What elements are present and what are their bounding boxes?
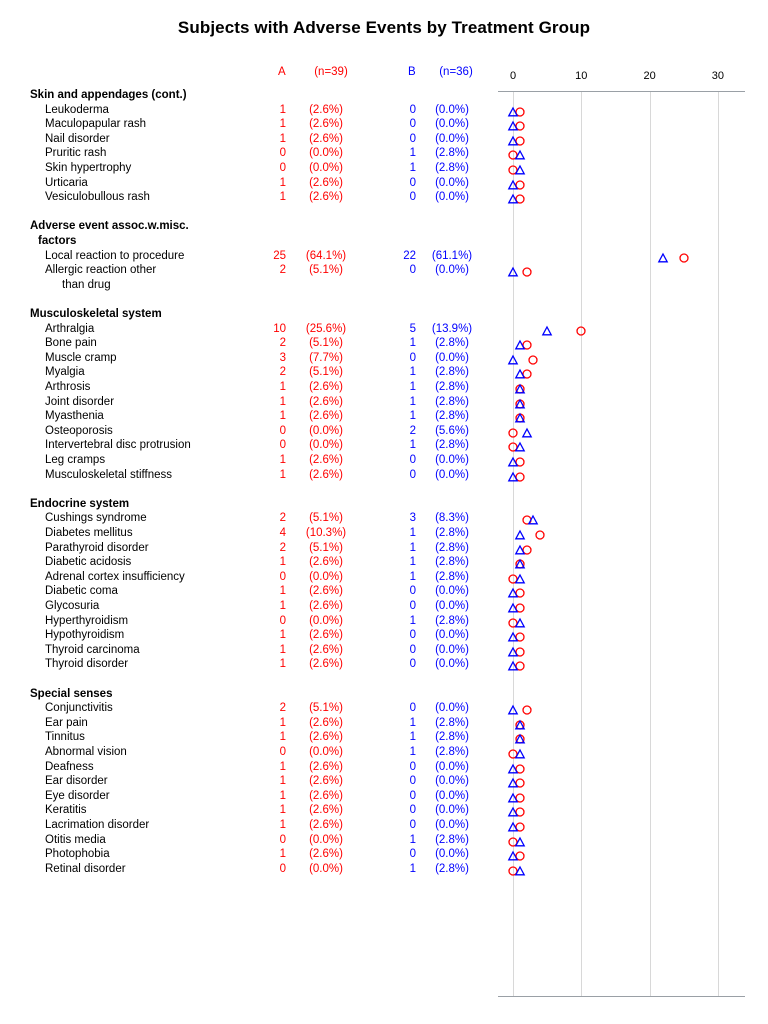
marker-triangle-group-b <box>508 107 518 117</box>
count-group-b: 0 <box>409 643 416 656</box>
percent-group-a: (2.6%) <box>309 819 343 831</box>
marker-circle-group-a <box>576 326 586 336</box>
event-term: Diabetic acidosis <box>45 556 132 569</box>
percent-group-a: (2.6%) <box>309 103 343 116</box>
count-group-b: 1 <box>409 731 416 744</box>
count-group-a: 2 <box>279 337 286 350</box>
percent-group-b: (2.8%) <box>435 439 469 452</box>
marker-triangle-group-b <box>508 793 518 803</box>
event-term: Leg cramps <box>45 454 106 466</box>
marker-circle-group-a <box>535 530 545 540</box>
event-term: Urticaria <box>45 176 88 189</box>
percent-group-a: (0.0%) <box>309 424 343 437</box>
count-group-b: 0 <box>409 264 416 277</box>
count-group-b: 1 <box>409 833 416 846</box>
event-term: Bone pain <box>45 337 97 350</box>
event-term: Otitis media <box>45 833 106 846</box>
percent-group-b: (2.8%) <box>435 833 469 846</box>
count-group-b: 0 <box>409 600 416 612</box>
percent-group-b: (0.0%) <box>435 176 469 189</box>
marker-circle-group-a <box>522 705 532 715</box>
percent-group-a: (2.6%) <box>309 176 343 189</box>
count-group-a: 2 <box>279 541 286 554</box>
count-group-b: 0 <box>409 191 416 204</box>
section-heading: Musculoskeletal system <box>30 308 162 320</box>
count-group-b: 1 <box>409 862 416 875</box>
marker-triangle-group-b <box>508 778 518 788</box>
axis-line-top <box>498 91 745 92</box>
count-group-a: 2 <box>279 702 286 715</box>
marker-triangle-group-b <box>515 340 525 350</box>
percent-group-b: (2.8%) <box>435 862 469 875</box>
count-group-b: 0 <box>409 760 416 773</box>
marker-circle-group-a <box>528 355 538 365</box>
count-group-a: 1 <box>279 716 286 729</box>
percent-group-a: (2.6%) <box>309 556 343 569</box>
event-term: Musculoskeletal stiffness <box>45 468 172 481</box>
event-term: Cushings syndrome <box>45 512 147 525</box>
count-group-a: 0 <box>279 570 286 583</box>
percent-group-b: (0.0%) <box>435 658 469 671</box>
count-group-a: 1 <box>279 775 286 788</box>
marker-triangle-group-b <box>508 180 518 190</box>
count-group-a: 1 <box>279 658 286 671</box>
percent-group-a: (2.6%) <box>309 658 343 671</box>
percent-group-b: (2.8%) <box>435 614 469 627</box>
marker-triangle-group-b <box>515 559 525 569</box>
percent-group-a: (5.1%) <box>309 541 343 554</box>
column-header-group-b-n: (n=36) <box>439 66 473 78</box>
count-group-b: 0 <box>409 103 416 116</box>
percent-group-b: (0.0%) <box>435 819 469 831</box>
count-group-a: 0 <box>279 614 286 627</box>
percent-group-a: (2.6%) <box>309 848 343 861</box>
percent-group-a: (2.6%) <box>309 395 343 408</box>
page-title: Subjects with Adverse Events by Treatment Group <box>177 18 591 37</box>
count-group-a: 1 <box>279 600 286 612</box>
percent-group-b: (0.0%) <box>435 351 469 364</box>
count-group-a: 0 <box>279 833 286 846</box>
percent-group-a: (2.6%) <box>309 600 343 612</box>
percent-group-a: (2.6%) <box>309 191 343 204</box>
axis-line-bottom <box>498 996 745 997</box>
count-group-a: 0 <box>279 439 286 452</box>
count-group-a: 1 <box>279 454 286 466</box>
count-group-b: 1 <box>409 541 416 554</box>
percent-group-b: (0.0%) <box>435 191 469 204</box>
percent-group-b: (0.0%) <box>435 264 469 277</box>
count-group-b: 0 <box>409 454 416 466</box>
marker-triangle-group-b <box>508 355 518 365</box>
section-heading: Special senses <box>30 687 113 700</box>
count-group-a: 1 <box>279 731 286 744</box>
marker-triangle-group-b <box>508 661 518 671</box>
percent-group-a: (5.1%) <box>309 337 343 350</box>
event-term: Arthrosis <box>45 381 91 393</box>
count-group-b: 0 <box>409 804 416 817</box>
percent-group-a: (5.1%) <box>309 264 343 277</box>
marker-circle-group-a <box>679 253 689 263</box>
count-group-b: 1 <box>409 337 416 350</box>
percent-group-a: (2.6%) <box>309 629 343 642</box>
percent-group-a: (2.6%) <box>309 760 343 773</box>
count-group-b: 0 <box>409 775 416 788</box>
marker-triangle-group-b <box>515 442 525 452</box>
event-term: Myasthenia <box>45 410 104 423</box>
percent-group-b: (0.0%) <box>435 848 469 861</box>
marker-triangle-group-b <box>515 545 525 555</box>
percent-group-b: (2.8%) <box>435 366 469 379</box>
count-group-b: 1 <box>409 527 416 539</box>
marker-triangle-group-b <box>508 764 518 774</box>
percent-group-b: (0.0%) <box>435 103 469 116</box>
event-term: Ear pain <box>45 716 88 729</box>
count-group-b: 1 <box>409 746 416 758</box>
event-term: Glycosuria <box>45 600 100 612</box>
event-term: Osteoporosis <box>45 424 113 437</box>
marker-triangle-group-b <box>542 326 552 336</box>
marker-triangle-group-b <box>528 515 538 525</box>
event-term: than drug <box>62 278 111 291</box>
percent-group-b: (0.0%) <box>435 132 469 145</box>
count-group-a: 1 <box>279 103 286 116</box>
axis-tick-label: 20 <box>643 70 656 82</box>
percent-group-a: (25.6%) <box>305 322 347 335</box>
percent-group-b: (0.0%) <box>435 468 469 481</box>
marker-circle-group-a <box>522 267 532 277</box>
count-group-a: 1 <box>279 819 286 831</box>
percent-group-b: (0.0%) <box>435 702 469 715</box>
marker-triangle-group-b <box>508 851 518 861</box>
marker-triangle-group-b <box>515 530 525 540</box>
count-group-b: 1 <box>409 147 416 160</box>
count-group-a: 2 <box>279 512 286 525</box>
event-term: Nail disorder <box>45 132 110 145</box>
marker-triangle-group-b <box>522 428 532 438</box>
count-group-b: 1 <box>409 395 416 408</box>
percent-group-a: (5.1%) <box>309 702 343 715</box>
marker-triangle-group-b <box>515 837 525 847</box>
count-group-a: 0 <box>279 862 286 875</box>
count-group-a: 1 <box>279 629 286 642</box>
marker-triangle-group-b <box>658 253 668 263</box>
percent-group-a: (0.0%) <box>309 570 343 583</box>
percent-group-a: (2.6%) <box>309 804 343 817</box>
event-term: Local reaction to procedure <box>45 249 185 262</box>
event-term: Hyperthyroidism <box>45 614 129 627</box>
event-term: Photophobia <box>45 848 110 861</box>
percent-group-b: (0.0%) <box>435 600 469 612</box>
count-group-a: 4 <box>279 527 286 539</box>
count-group-a: 1 <box>279 804 286 817</box>
event-term: Deafness <box>45 760 94 773</box>
event-term: Tinnitus <box>45 731 85 744</box>
marker-triangle-group-b <box>508 457 518 467</box>
marker-triangle-group-b <box>515 618 525 628</box>
percent-group-a: (0.0%) <box>309 162 343 174</box>
percent-group-a: (64.1%) <box>305 249 347 262</box>
percent-group-b: (2.8%) <box>435 337 469 350</box>
percent-group-b: (2.8%) <box>435 731 469 744</box>
count-group-b: 0 <box>409 658 416 671</box>
axis-tick-label: 10 <box>575 70 588 82</box>
count-group-b: 1 <box>409 381 416 393</box>
count-group-a: 1 <box>279 585 286 598</box>
count-group-a: 10 <box>273 322 286 335</box>
percent-group-b: (2.8%) <box>435 527 469 539</box>
count-group-b: 1 <box>409 162 416 174</box>
count-group-a: 1 <box>279 132 286 145</box>
count-group-b: 0 <box>409 702 416 715</box>
percent-group-a: (2.6%) <box>309 132 343 145</box>
marker-circle-group-a <box>508 428 518 438</box>
marker-triangle-group-b <box>515 369 525 379</box>
event-term: Parathyroid disorder <box>45 541 149 554</box>
event-term: Thyroid disorder <box>45 658 129 671</box>
percent-group-b: (5.6%) <box>435 424 469 437</box>
marker-triangle-group-b <box>508 136 518 146</box>
event-term: Maculopapular rash <box>45 118 147 131</box>
count-group-a: 1 <box>279 848 286 861</box>
marker-triangle-group-b <box>515 399 525 409</box>
count-group-a: 0 <box>279 162 286 174</box>
event-term: Pruritic rash <box>45 147 107 160</box>
event-term: Myalgia <box>45 366 85 379</box>
count-group-a: 0 <box>279 147 286 160</box>
count-group-b: 0 <box>409 351 416 364</box>
marker-triangle-group-b <box>515 574 525 584</box>
count-group-a: 2 <box>279 264 286 277</box>
percent-group-b: (0.0%) <box>435 118 469 131</box>
count-group-a: 1 <box>279 381 286 393</box>
count-group-b: 1 <box>409 439 416 452</box>
column-header-group-a: A <box>278 66 286 78</box>
count-group-a: 2 <box>279 366 286 379</box>
count-group-a: 1 <box>279 760 286 773</box>
marker-triangle-group-b <box>515 150 525 160</box>
count-group-b: 5 <box>409 322 416 335</box>
marker-triangle-group-b <box>508 807 518 817</box>
percent-group-b: (0.0%) <box>435 775 469 788</box>
percent-group-b: (2.8%) <box>435 716 469 729</box>
event-term: Joint disorder <box>45 395 115 408</box>
marker-triangle-group-b <box>515 866 525 876</box>
count-group-b: 0 <box>409 118 416 131</box>
percent-group-a: (2.6%) <box>309 410 343 423</box>
count-group-a: 0 <box>279 746 286 758</box>
marker-triangle-group-b <box>508 194 518 204</box>
marker-triangle-group-b <box>508 632 518 642</box>
marker-triangle-group-b <box>515 384 525 394</box>
section-heading: Skin and appendages (cont.) <box>30 89 187 101</box>
percent-group-b: (2.8%) <box>435 395 469 408</box>
percent-group-a: (2.6%) <box>309 585 343 598</box>
count-group-b: 0 <box>409 789 416 802</box>
section-heading: Adverse event assoc.w.misc. <box>30 220 189 233</box>
event-term: Thyroid carcinoma <box>45 643 140 656</box>
count-group-b: 0 <box>409 468 416 481</box>
gridline-10 <box>581 92 582 996</box>
percent-group-b: (0.0%) <box>435 789 469 802</box>
gridline-30 <box>718 92 719 996</box>
section-heading: Endocrine system <box>30 497 130 510</box>
count-group-b: 0 <box>409 629 416 642</box>
percent-group-a: (2.6%) <box>309 775 343 788</box>
event-term: Diabetes mellitus <box>45 527 133 539</box>
marker-triangle-group-b <box>508 472 518 482</box>
event-term: Retinal disorder <box>45 862 126 875</box>
count-group-b: 1 <box>409 556 416 569</box>
percent-group-b: (0.0%) <box>435 585 469 598</box>
marker-triangle-group-b <box>515 734 525 744</box>
event-term: Eye disorder <box>45 789 110 802</box>
marker-triangle-group-b <box>515 413 525 423</box>
count-group-a: 1 <box>279 789 286 802</box>
marker-triangle-group-b <box>508 267 518 277</box>
count-group-a: 0 <box>279 424 286 437</box>
percent-group-a: (2.6%) <box>309 789 343 802</box>
percent-group-a: (0.0%) <box>309 862 343 875</box>
count-group-b: 3 <box>409 512 416 525</box>
event-term: Muscle cramp <box>45 351 117 364</box>
percent-group-b: (2.8%) <box>435 746 469 758</box>
event-term: Diabetic coma <box>45 585 118 598</box>
event-term: Intervertebral disc protrusion <box>45 439 191 452</box>
percent-group-a: (2.6%) <box>309 643 343 656</box>
percent-group-b: (2.8%) <box>435 570 469 583</box>
count-group-b: 1 <box>409 614 416 627</box>
count-group-b: 1 <box>409 570 416 583</box>
percent-group-a: (2.6%) <box>309 716 343 729</box>
percent-group-b: (2.8%) <box>435 162 469 174</box>
count-group-a: 1 <box>279 643 286 656</box>
percent-group-b: (61.1%) <box>431 249 473 262</box>
marker-triangle-group-b <box>508 121 518 131</box>
column-header-group-b: B <box>408 66 416 78</box>
count-group-b: 0 <box>409 848 416 861</box>
marker-triangle-group-b <box>508 647 518 657</box>
event-term: Abnormal vision <box>45 746 127 758</box>
count-group-b: 0 <box>409 176 416 189</box>
count-group-b: 22 <box>403 249 416 262</box>
event-term: Conjunctivitis <box>45 702 113 715</box>
percent-group-b: (2.8%) <box>435 147 469 160</box>
count-group-a: 3 <box>279 351 286 364</box>
percent-group-a: (2.6%) <box>309 118 343 131</box>
event-term: Hypothyroidism <box>45 629 125 642</box>
percent-group-b: (2.8%) <box>435 541 469 554</box>
count-group-b: 0 <box>409 132 416 145</box>
event-term: Leukoderma <box>45 103 109 116</box>
event-term: Arthralgia <box>45 322 95 335</box>
percent-group-a: (10.3%) <box>305 527 347 539</box>
percent-group-a: (0.0%) <box>309 439 343 452</box>
count-group-a: 1 <box>279 556 286 569</box>
percent-group-b: (2.8%) <box>435 381 469 393</box>
count-group-a: 1 <box>279 395 286 408</box>
event-term: Allergic reaction other <box>45 264 157 277</box>
count-group-a: 1 <box>279 118 286 131</box>
percent-group-a: (2.6%) <box>309 731 343 744</box>
percent-group-b: (0.0%) <box>435 629 469 642</box>
marker-triangle-group-b <box>508 705 518 715</box>
count-group-b: 1 <box>409 410 416 423</box>
count-group-b: 1 <box>409 366 416 379</box>
count-group-a: 1 <box>279 176 286 189</box>
percent-group-a: (2.6%) <box>309 468 343 481</box>
count-group-a: 1 <box>279 468 286 481</box>
percent-group-a: (7.7%) <box>309 351 343 364</box>
marker-triangle-group-b <box>508 822 518 832</box>
marker-triangle-group-b <box>508 603 518 613</box>
percent-group-a: (5.1%) <box>309 366 343 379</box>
count-group-b: 1 <box>409 716 416 729</box>
percent-group-b: (0.0%) <box>435 760 469 773</box>
percent-group-a: (0.0%) <box>309 746 343 758</box>
percent-group-b: (2.8%) <box>435 410 469 423</box>
percent-group-a: (2.6%) <box>309 454 343 466</box>
gridline-20 <box>650 92 651 996</box>
count-group-a: 1 <box>279 410 286 423</box>
event-term: Keratitis <box>45 804 87 817</box>
event-term: Skin hypertrophy <box>45 162 132 174</box>
percent-group-a: (0.0%) <box>309 147 343 160</box>
percent-group-b: (13.9%) <box>431 322 473 335</box>
marker-triangle-group-b <box>515 165 525 175</box>
event-term: Adrenal cortex insufficiency <box>45 570 185 583</box>
marker-triangle-group-b <box>515 749 525 759</box>
percent-group-b: (0.0%) <box>435 643 469 656</box>
column-header-group-a-n: (n=39) <box>314 66 348 78</box>
dot-plot-panel <box>498 0 768 1024</box>
event-term: Ear disorder <box>45 775 108 788</box>
percent-group-a: (0.0%) <box>309 614 343 627</box>
percent-group-a: (0.0%) <box>309 833 343 846</box>
axis-tick-label: 30 <box>711 70 725 82</box>
percent-group-a: (5.1%) <box>309 512 343 525</box>
percent-group-b: (0.0%) <box>435 454 469 466</box>
count-group-a: 25 <box>273 249 286 262</box>
marker-triangle-group-b <box>508 588 518 598</box>
percent-group-b: (0.0%) <box>435 804 469 817</box>
axis-tick-label: 0 <box>509 70 517 82</box>
count-group-a: 1 <box>279 191 286 204</box>
marker-triangle-group-b <box>515 720 525 730</box>
event-term: Vesiculobullous rash <box>45 191 150 204</box>
count-group-b: 2 <box>409 424 416 437</box>
percent-group-b: (2.8%) <box>435 556 469 569</box>
count-group-b: 0 <box>409 585 416 598</box>
percent-group-a: (2.6%) <box>309 381 343 393</box>
event-term: Lacrimation disorder <box>45 819 150 831</box>
percent-group-b: (8.3%) <box>435 512 469 525</box>
section-heading: factors <box>38 235 77 247</box>
count-group-b: 0 <box>409 819 416 831</box>
